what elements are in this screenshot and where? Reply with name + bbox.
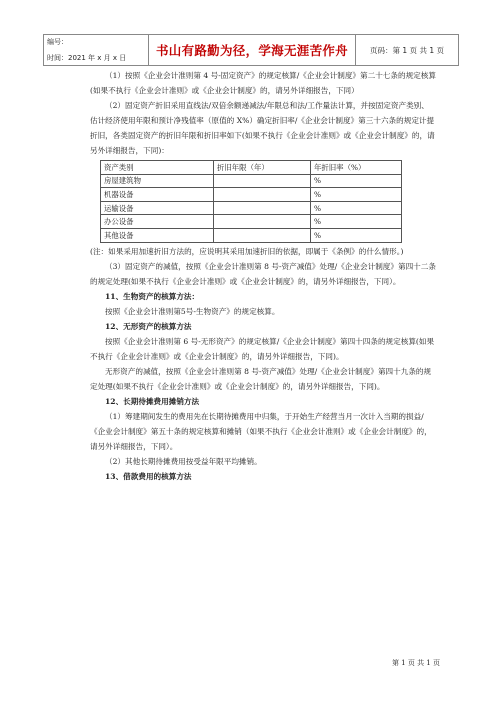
- table-cell: 房屋建筑物: [101, 174, 214, 188]
- header-meta: [44, 35, 149, 65]
- section-heading-12: 12、无形资产的核算方法: [105, 321, 192, 331]
- table-cell: [214, 215, 311, 229]
- paragraph-note: (注：如果采用加速折旧方法的，应说明其采用加速折旧的依据，即属于《条例》的什么情形。): [90, 246, 404, 256]
- page-header: [43, 34, 459, 66]
- table-row: [101, 188, 402, 202]
- table-cell: [214, 228, 311, 242]
- paragraph-fixed-asset-3: （3）固定资产的减值，按照《企业会计准则第 8 号-资产减值》处理/《企业会计制度》第四十二条的规定处理(如果不执行《企业会计准则》或《企业会计制度》的，请另外详细报告，下同）。: [90, 261, 436, 286]
- table-cell: %: [311, 188, 402, 202]
- header-motto: 书山有路勤为径，学海无涯苦作舟: [149, 35, 356, 65]
- paragraph-intangible-1: 按照《企业会计准则第 6 号-无形资产》的规定核算/《企业会计制度》第四十四条的规定核算(如果不执行《企业会计准则》或《企业会计制度》的，请另外详细报告，下同)。: [90, 336, 435, 361]
- table-cell: %: [311, 228, 402, 242]
- table-cell: [214, 174, 311, 188]
- doc-time-label: 时间：2021 年 x 月 x 日: [47, 54, 127, 62]
- table-header-row: [101, 161, 402, 175]
- table-row: [101, 201, 402, 215]
- table-header-cell: 折旧年限（年）: [214, 161, 311, 175]
- paragraph-fixed-asset-1: （1）按照《企业会计准则第 4 号-固定资产》的规定核算/《企业会计制度》第二十七条的规定核算(如果不执行《企业会计准则》或《企业会计制度》的，请另外详细报告，下同）: [90, 71, 436, 95]
- paragraph-biological-assets: 按照《企业会计准则第5号-生物资产》的规定核算。: [105, 306, 280, 316]
- table-cell: 机器设备: [101, 188, 214, 202]
- paragraph-amortization-2: （2）其他长期待摊费用按受益年限平均摊销。: [105, 456, 262, 466]
- section-heading-12b: 12、长期待摊费用摊销方法: [105, 396, 200, 406]
- table-cell: 办公设备: [101, 215, 214, 229]
- depreciation-table: [100, 160, 402, 243]
- table-cell: %: [311, 201, 402, 215]
- paragraph-amortization-1: （1）筹建期间发生的费用先在长期待摊费用中归集，于开始生产经营当月一次计入当期的损益/《企业会计制度》第五十条的规定核算和摊销（如果不执行《企业会计准则》或《企业会计制度》的，请另外详细报告，下同）。: [90, 411, 432, 451]
- table-cell: %: [311, 215, 402, 229]
- paragraph-intangible-2: 无形资产的减值，按照《企业会计准则第 8 号-资产减值》处理/《企业会计制度》第四十九条的规定处理(如果不执行《企业会计准则》或《企业会计制度》的，请另外详细报告，下同)。: [90, 366, 432, 391]
- table-cell: 运输设备: [101, 201, 214, 215]
- section-heading-13: 13、借款费用的核算方法: [105, 471, 192, 481]
- page-footer: 第 1 页 共 1 页: [391, 659, 440, 667]
- table-header-cell: 年折旧率（%）: [311, 161, 402, 175]
- table-cell: 其他设备: [101, 228, 214, 242]
- table-row: [101, 174, 402, 188]
- table-cell: [214, 201, 311, 215]
- table-row: [101, 228, 402, 242]
- table-row: [101, 215, 402, 229]
- table-cell: %: [311, 174, 402, 188]
- paragraph-fixed-asset-2: （2）固定资产折旧采用直线法/双倍余额递减法/年限总和法/工作量法计算，并按固定资产类别、估计经济使用年限和预计净残值率（原值的 X%）确定折旧率/《企业会计制度》第三十六条的规定计提折旧，各类固定资产的折旧年限和折旧率如下(如果不执行《企业会计准则》或《企业会计制度》的，请另外详细报告，下同)：: [90, 101, 435, 155]
- table-cell: [214, 188, 311, 202]
- header-page-label: 页码：第 1 页 共 1 页: [370, 45, 444, 55]
- doc-number-label: 编号：: [47, 38, 68, 46]
- document-body: [90, 68, 436, 484]
- section-heading-11: 11、生物资产的核算方法：: [105, 291, 200, 301]
- table-header-cell: 资产类别: [101, 161, 214, 175]
